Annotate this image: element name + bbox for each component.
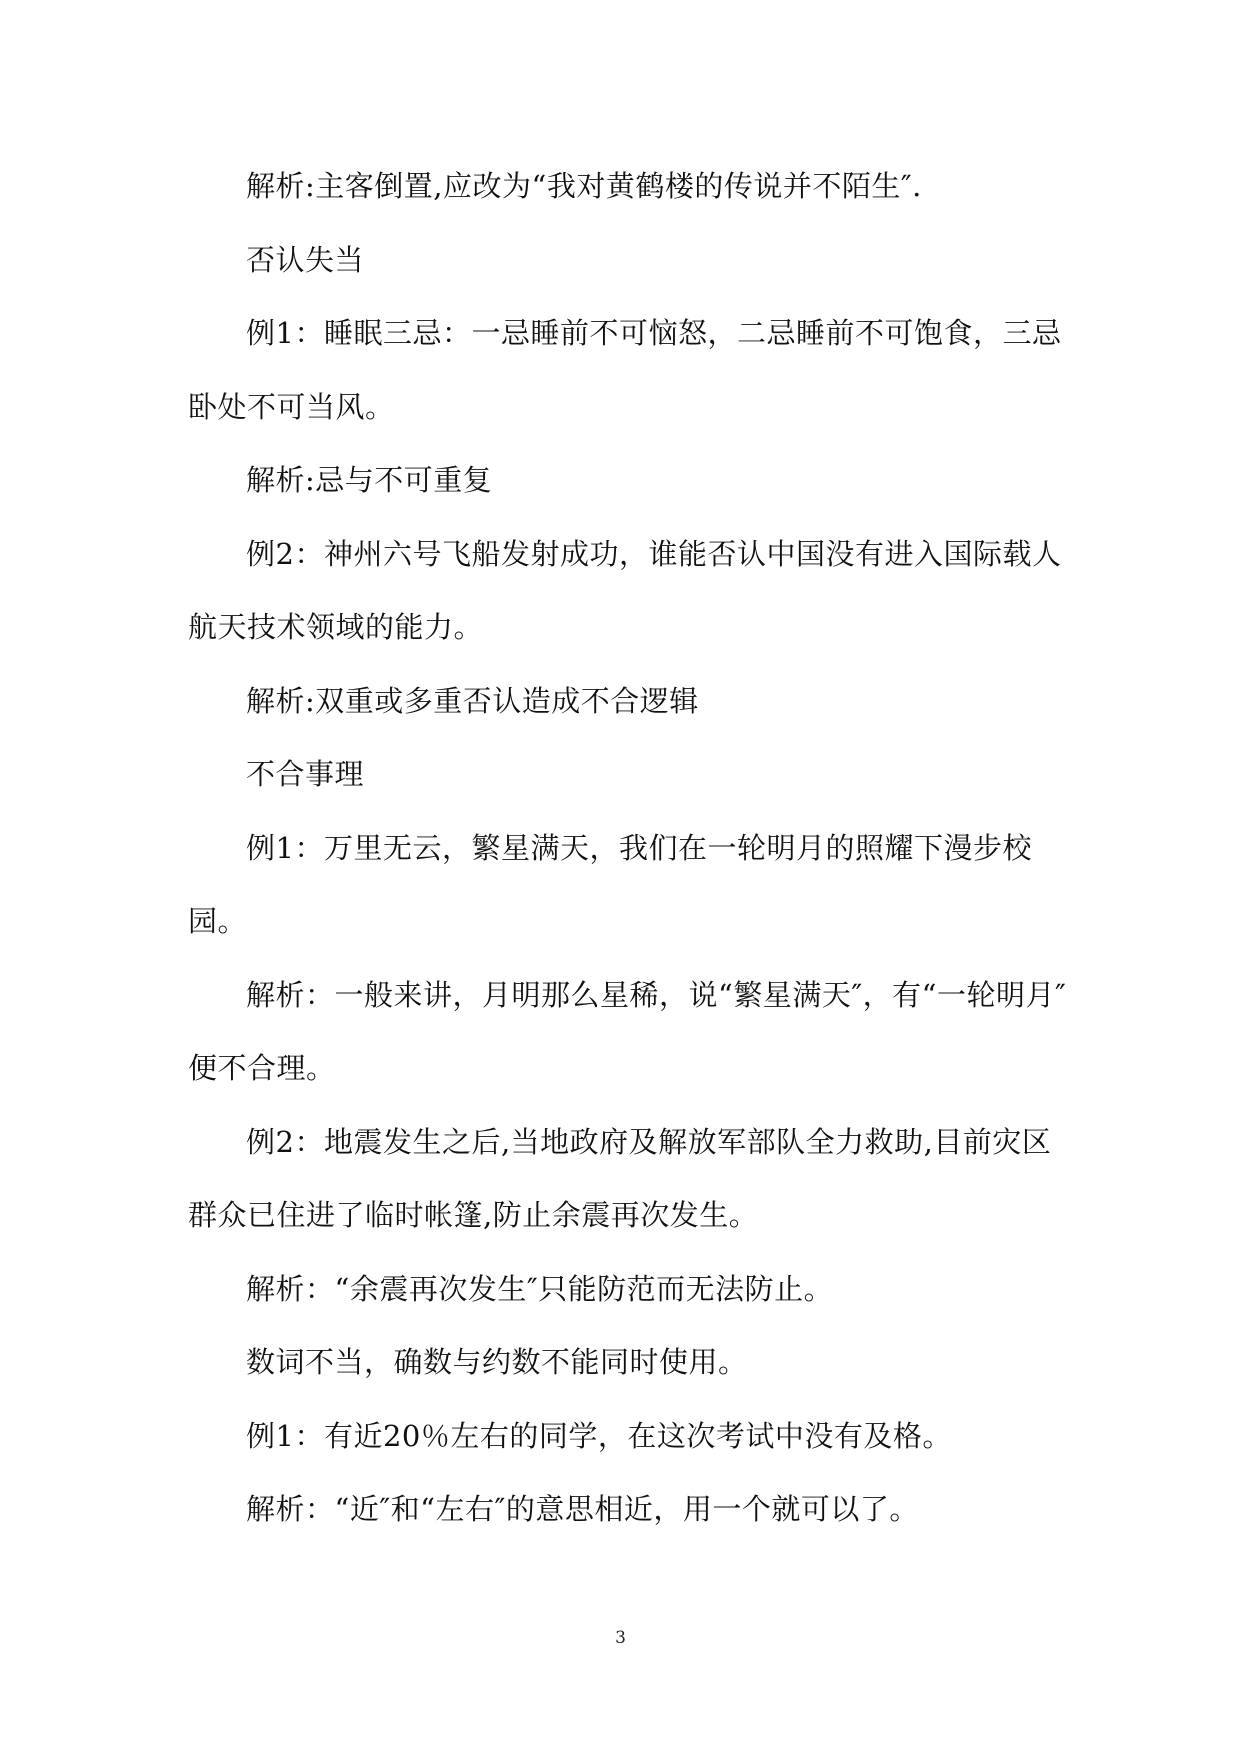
paragraph-example-percentage: 例1：有近20％左右的同学，在这次考试中没有及格。 xyxy=(246,1418,952,1453)
paragraph-analysis-aftershock: 解析：“余震再次发生″只能防范而无法防止。 xyxy=(246,1271,834,1306)
heading-unreasonable: 不合事理 xyxy=(246,757,365,791)
heading-improper-numerals: 数词不当，确数与约数不能同时使用。 xyxy=(246,1345,748,1379)
paragraph-analysis-subject-object: 解析:主客倒置,应改为“我对黄鹤楼的传说并不陌生″. xyxy=(246,169,922,203)
paragraph-example-sleep: 例1：睡眠三忌：一忌睡前不可恼怒，二忌睡前不可饱食，三忌卧处不可当风。 xyxy=(188,316,1062,424)
paragraph-example-earthquake: 例2：地震发生之后,当地政府及解放军部队全力救助,目前灾区群众已住进了临时帐篷,防止余震再次发生。 xyxy=(188,1124,1052,1232)
heading-improper-negation: 否认失当 xyxy=(246,242,365,277)
paragraph-analysis-moon: 解析：一般来讲，月明那么星稀，说“繁星满天″，有“一轮明月″便不合理。 xyxy=(188,977,1067,1085)
page-number: 3 xyxy=(615,1628,626,1648)
body-text xyxy=(188,150,1068,1547)
paragraph-analysis-double-negation: 解析:双重或多重否认造成不合逻辑 xyxy=(246,683,699,718)
paragraph-analysis-percentage: 解析：“近″和“左右″的意思相近，用一个就可以了。 xyxy=(246,1492,919,1526)
paragraph-analysis-repetition: 解析:忌与不可重复 xyxy=(246,463,493,497)
paragraph-example-shenzhou: 例2：神州六号飞船发射成功，谁能否认中国没有进入国际载人航天技术领域的能力。 xyxy=(188,536,1062,644)
paragraph-example-moon: 例1：万里无云，繁星满天，我们在一轮明月的照耀下漫步校园。 xyxy=(188,830,1032,938)
